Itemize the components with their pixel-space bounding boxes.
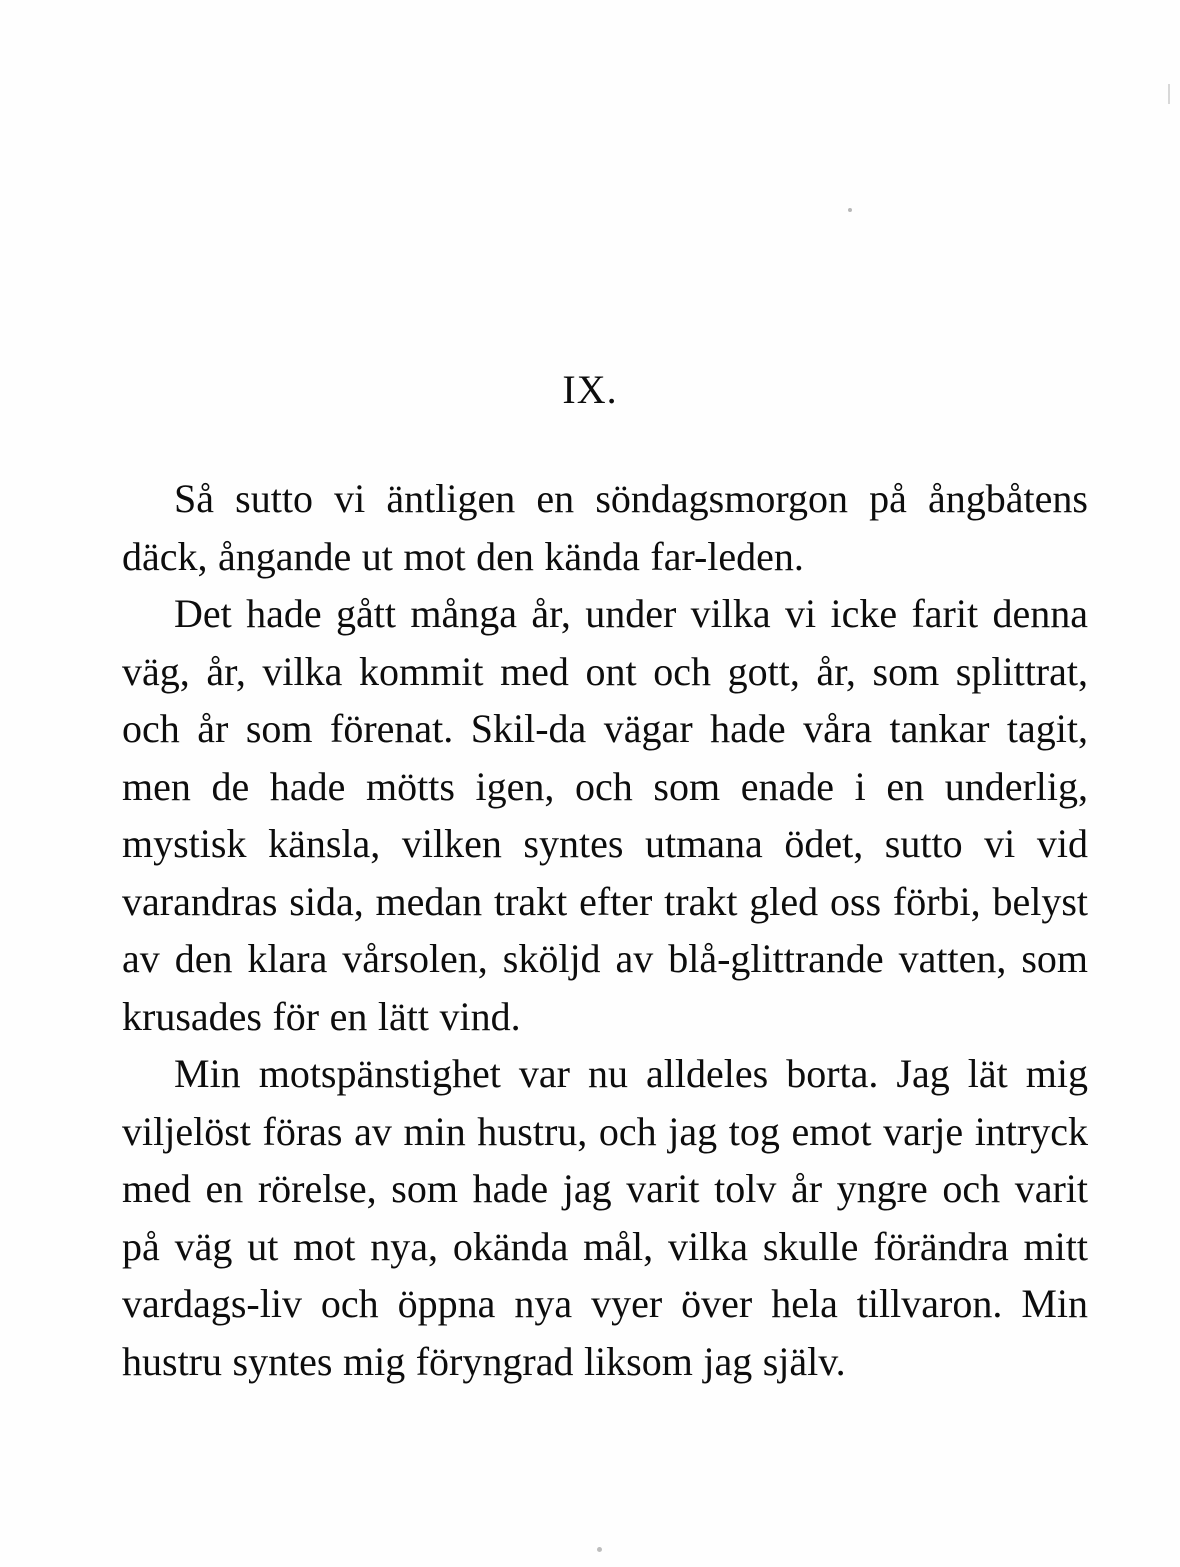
body-text — [122, 470, 1088, 1390]
scan-artifact-speck — [848, 208, 852, 212]
scan-artifact-speck — [1168, 84, 1170, 104]
scan-artifact-speck — [597, 1547, 602, 1552]
paragraph: Min motspänstighet var nu alldeles borta. Jag lät mig viljelöst föras av min hustru, och jag tog emot varje intryck med en rörelse, som hade jag varit tolv år yngre och varit på väg ut mot nya, okända mål, vilka skulle förändra mitt vardags-liv och öppna nya vyer över hela tillvaron. Min hustru syntes mig föryngrad liksom jag själv. — [122, 1051, 1088, 1384]
chapter-number: IX. — [562, 367, 618, 412]
paragraph: Det hade gått många år, under vilka vi icke farit denna väg, år, vilka kommit med ont och gott, år, som splittrat, och år som förenat. Skil-da vägar hade våra tankar tagit, men de hade mötts igen, och som enade i en underlig, mystisk känsla, vilken syntes utmana ödet, sutto vi vid varandras sida, medan trakt efter trakt gled oss förbi, belyst av den klara vårsolen, sköljd av blå-glittrande vatten, som krusades för en lätt vind. — [122, 591, 1088, 1039]
paragraph: Så sutto vi äntligen en söndagsmorgon på ångbåtens däck, ångande ut mot den kända far-leden. — [122, 476, 1088, 579]
